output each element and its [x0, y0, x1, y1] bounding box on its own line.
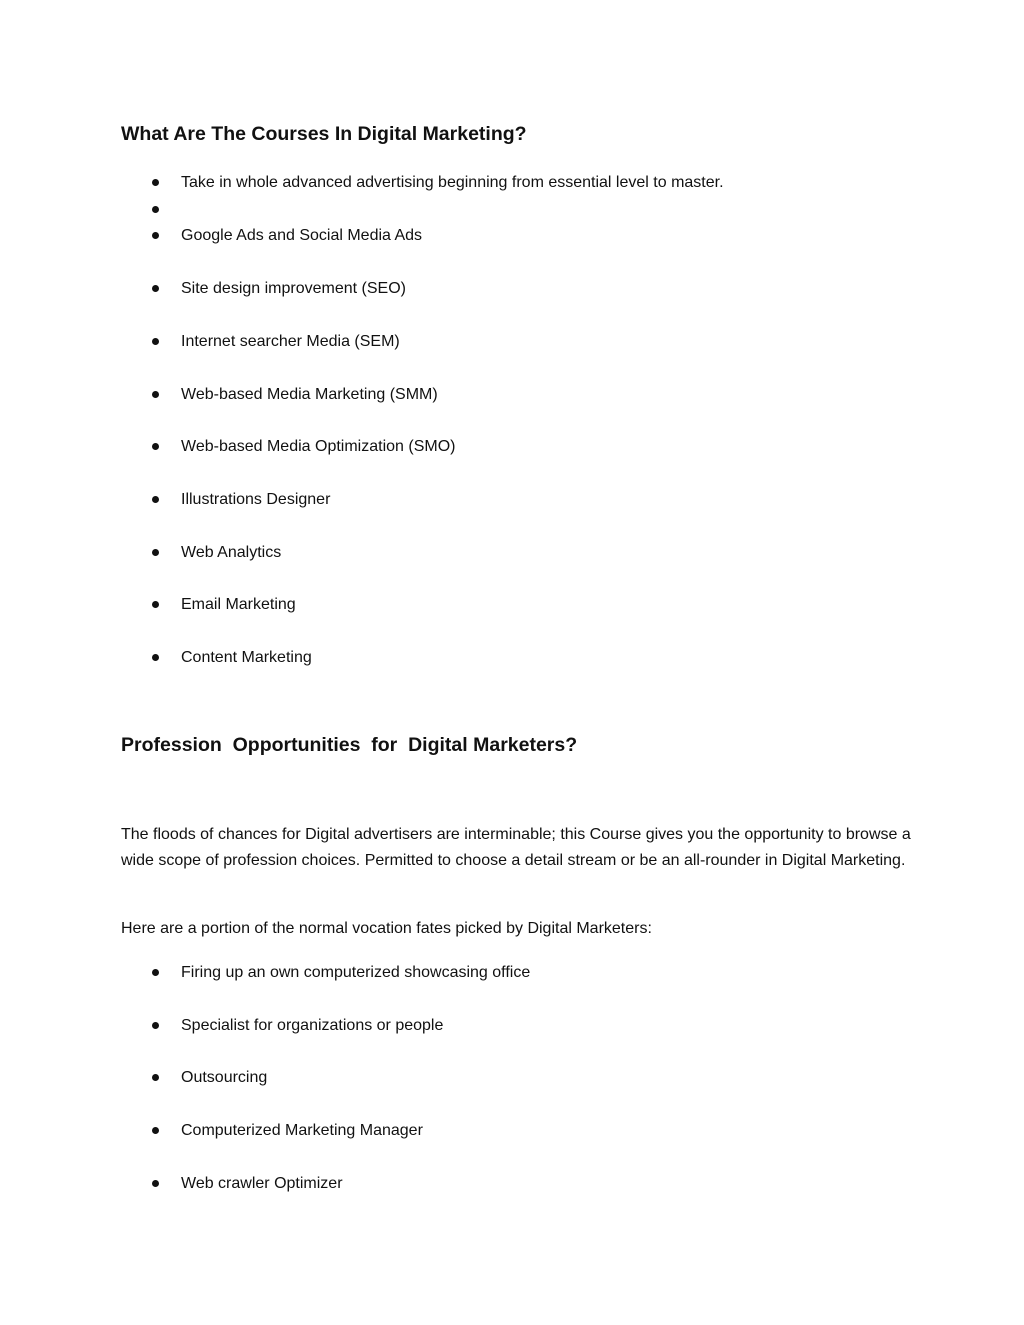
- bullet-icon: [152, 443, 159, 450]
- list-item-text: Web Analytics: [181, 544, 282, 561]
- list-item-text: Google Ads and Social Media Ads: [181, 227, 423, 244]
- section-heading-opportunities: Profession Opportunities for Digital Marketers?: [121, 734, 578, 756]
- list-item-text: Web-based Media Marketing (SMM): [181, 386, 438, 403]
- list-item-text: Site design improvement (SEO): [181, 280, 406, 297]
- list-item-text: Take in whole advanced advertising beginning from essential level to master.: [181, 174, 724, 191]
- list-item-text: Content Marketing: [181, 649, 312, 666]
- bullet-icon: [152, 391, 159, 398]
- list-item-text: Computerized Marketing Manager: [181, 1122, 423, 1139]
- bullet-icon: [152, 1022, 159, 1029]
- bullet-icon: [152, 969, 159, 976]
- bullet-icon: [152, 1180, 159, 1187]
- bullet-icon: [152, 232, 159, 239]
- list-item-text: Specialist for organizations or people: [181, 1017, 444, 1034]
- list-item-text: Illustrations Designer: [181, 491, 331, 508]
- list-item-text: Web crawler Optimizer: [181, 1175, 343, 1192]
- list-item-text: Internet searcher Media (SEM): [181, 333, 400, 350]
- bullet-icon: [152, 549, 159, 556]
- bullet-icon: [152, 338, 159, 345]
- list-item-text: Email Marketing: [181, 596, 296, 613]
- bullet-icon: [152, 1074, 159, 1081]
- paragraph: The floods of chances for Digital advertisers are interminable; this Course gives you the opportunity to browse a wide scope of profession choices. Permitted to choose a detail stream or be an all-rounder in Digital Marketing.: [121, 826, 911, 869]
- bullet-icon: [152, 179, 159, 186]
- bullet-icon: [152, 654, 159, 661]
- bullet-icon: [152, 206, 159, 213]
- bullet-icon: [152, 601, 159, 608]
- list-item-text: Firing up an own computerized showcasing office: [181, 964, 531, 981]
- bullet-icon: [152, 285, 159, 292]
- section-heading-courses: What Are The Courses In Digital Marketing?: [121, 123, 527, 145]
- bullet-icon: [152, 496, 159, 503]
- bullet-icon: [152, 1127, 159, 1134]
- list-item-text: Outsourcing: [181, 1069, 268, 1086]
- paragraph: Here are a portion of the normal vocation fates picked by Digital Marketers:: [121, 920, 652, 937]
- list-item-text: Web-based Media Optimization (SMO): [181, 438, 456, 455]
